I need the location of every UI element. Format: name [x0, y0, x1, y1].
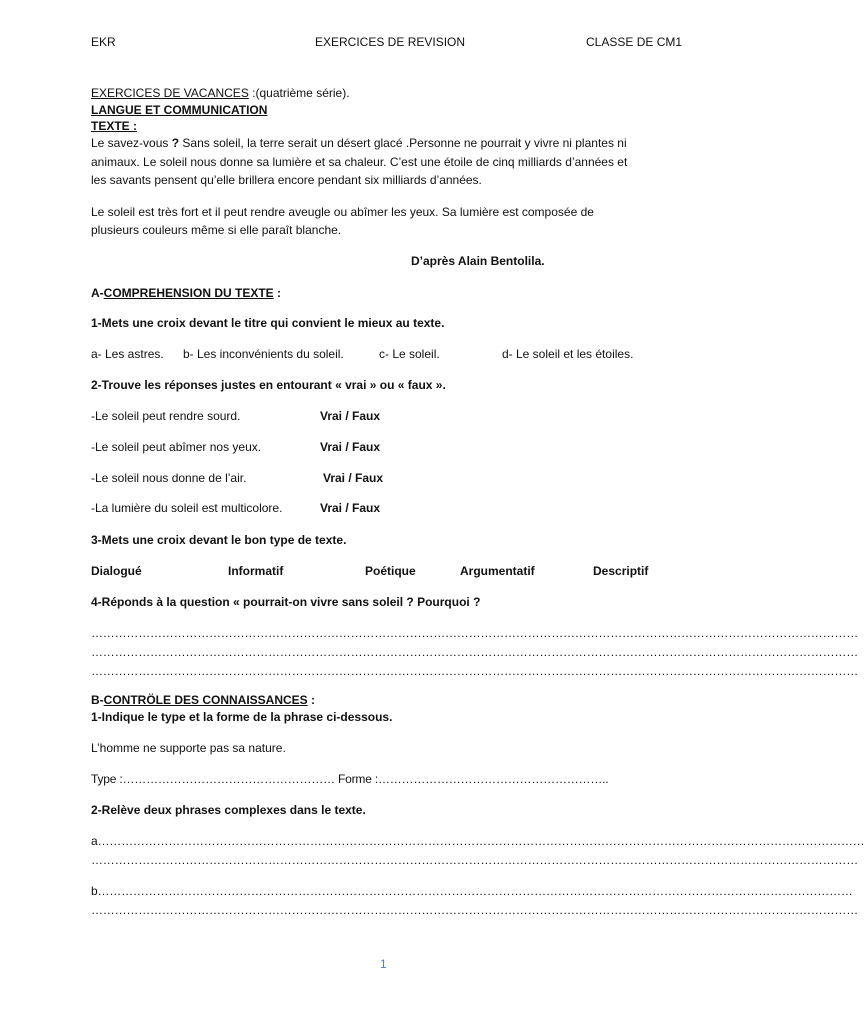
section-b-prefix: B-: [91, 693, 104, 707]
q3-option-poetique: Poétique: [365, 564, 416, 578]
q2-answer-2: Vrai / Faux: [320, 440, 381, 454]
section-b-heading: [91, 693, 315, 707]
text-heading: TEXTE :: [91, 119, 138, 133]
section-b-title: CONTRÖLE DES CONNAISSANCES: [103, 693, 308, 707]
q1-option-b: b- Les inconvénients du soleil.: [183, 347, 344, 361]
q3-option-argumentatif: Argumentatif: [460, 564, 535, 578]
answer-line-a[interactable]: a……………………………………………………………………………………………………………………………………………………………………………: [91, 834, 864, 848]
question-b1: 1-Indique le type et la forme de la phrase ci-dessous.: [91, 710, 393, 724]
q3-option-informatif: Informatif: [228, 564, 284, 578]
header-right: CLASSE DE CM1: [586, 35, 683, 49]
section-a-title: COMPREHENSION DU TEXTE: [103, 286, 274, 300]
passage-line-1-b: Sans soleil, la terre serait un désert glacé .Personne ne pourrait y vivre ni plantes ni: [179, 136, 627, 150]
q2-answer-1: Vrai / Faux: [320, 409, 381, 423]
question-a2: 2-Trouve les réponses justes en entourant « vrai » ou « faux ».: [91, 378, 446, 392]
question-a3: 3-Mets une croix devant le bon type de texte.: [91, 533, 347, 547]
answer-line-1[interactable]: ……………………………………………………………………………………………………………………………………………………………………………: [91, 626, 859, 640]
q1-option-d: d- Le soleil et les étoiles.: [502, 347, 634, 361]
exercise-title-main: EXERCICES DE VACANCES: [91, 86, 249, 100]
q2-statement-3: -Le soleil nous donne de l’air.: [91, 471, 247, 485]
exercise-title-rest: :(quatrième série).: [248, 86, 350, 100]
passage-author: D’après Alain Bentolila.: [411, 254, 545, 268]
passage-line-2: animaux. Le soleil nous donne sa lumière et sa chaleur. C’est une étoile de cinq milliards d’années et: [91, 155, 628, 169]
q3-option-dialogue: Dialogué: [91, 564, 142, 578]
q1-option-a: a- Les astres.: [91, 347, 164, 361]
q3-option-descriptif: Descriptif: [593, 564, 649, 578]
type-form-line[interactable]: Type :……………………………………………… Forme :…………………………………………………..: [91, 772, 609, 786]
passage-question-mark: ?: [171, 136, 180, 150]
question-a4: 4-Réponds à la question « pourrait-on vivre sans soleil ? Pourquoi ?: [91, 595, 481, 609]
section-a-heading: [91, 286, 281, 300]
exercise-title: [91, 86, 350, 100]
q2-statement-2: -Le soleil peut abîmer nos yeux.: [91, 440, 262, 454]
answer-line-b[interactable]: b…………………………………………………………………………………………………………………………………………………………………………: [91, 884, 853, 898]
page-number: 1: [380, 957, 387, 971]
question-b2: 2-Relève deux phrases complexes dans le texte.: [91, 803, 366, 817]
passage-line-5: plusieurs couleurs même si elle paraît blanche.: [91, 223, 342, 237]
section-a-suffix: :: [273, 286, 282, 300]
header-left: EKR: [91, 35, 116, 49]
passage-line-1-a: Le savez-vous: [91, 136, 172, 150]
q2-statement-1: -Le soleil peut rendre sourd.: [91, 409, 241, 423]
answer-line-a-2[interactable]: ……………………………………………………………………………………………………………………………………………………………………………: [91, 853, 859, 867]
q2-answer-4: Vrai / Faux: [320, 501, 381, 515]
question-a1: 1-Mets une croix devant le titre qui convient le mieux au texte.: [91, 316, 445, 330]
passage-line-1: [91, 136, 627, 150]
section-a-prefix: A-: [91, 286, 104, 300]
passage-line-4: Le soleil est très fort et il peut rendre aveugle ou abîmer les yeux. Sa lumière est composée de: [91, 205, 594, 219]
answer-line-b-2[interactable]: ……………………………………………………………………………………………………………………………………………………………………………: [91, 903, 859, 917]
q2-statement-4: -La lumière du soleil est multicolore.: [91, 501, 283, 515]
q2-answer-3: Vrai / Faux: [323, 471, 384, 485]
passage-line-3: les savants pensent qu’elle brillera encore pendant six milliards d’années.: [91, 173, 482, 187]
header-center: EXERCICES DE REVISION: [315, 35, 466, 49]
answer-line-2[interactable]: ……………………………………………………………………………………………………………………………………………………………………………: [91, 645, 859, 659]
sentence-to-analyze: L’homme ne supporte pas sa nature.: [91, 741, 286, 755]
q1-option-c: c- Le soleil.: [379, 347, 440, 361]
section-b-suffix: :: [307, 693, 316, 707]
subject-title: LANGUE ET COMMUNICATION: [91, 103, 268, 117]
answer-line-3[interactable]: ……………………………………………………………………………………………………………………………………………………………………………: [91, 664, 859, 678]
